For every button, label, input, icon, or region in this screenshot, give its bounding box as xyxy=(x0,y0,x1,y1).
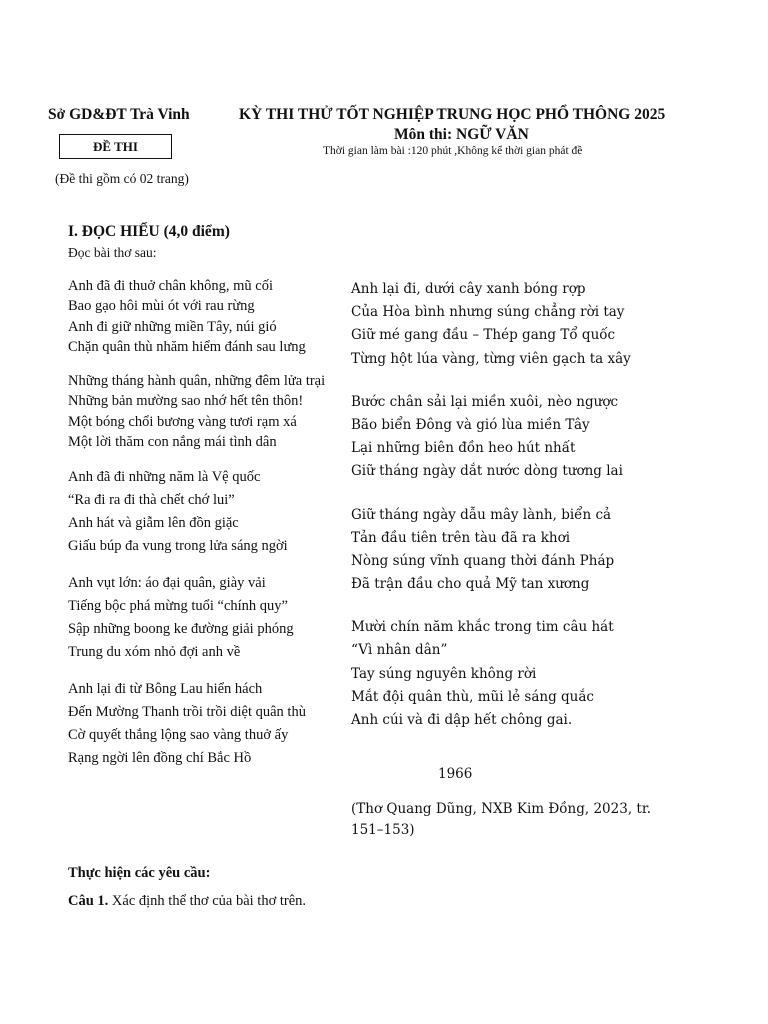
poem-line: Giữ mé gang đầu – Thép gang Tổ quốc xyxy=(351,327,616,344)
poem-line: Mắt đội quân thù, mũi lẻ sáng quắc xyxy=(351,688,594,705)
poem-line: Bao gạo hôi mùi ót với rau rừng xyxy=(68,298,255,315)
pages-note: (Đề thi gồm có 02 trang) xyxy=(55,171,189,186)
poem-stanza xyxy=(68,276,348,357)
exam-timing: Thời gian làm bài :120 phút ,Không kể thời gian phát đề xyxy=(323,145,583,157)
poem-line: Mười chín năm khắc trong tim câu hát xyxy=(351,619,614,636)
poem-line: Bước chân sải lại miền xuôi, nèo ngược xyxy=(351,393,619,410)
poem-line: Trung du xóm nhỏ đợi anh về xyxy=(68,644,241,661)
poem-line: Đã trận đầu cho quả Mỹ tan xương xyxy=(351,576,590,593)
poem-line: Tiếng bộc phá mừng tuổi “chính quy” xyxy=(68,598,288,615)
poem-line: Sập những boong ke đường giải phóng xyxy=(68,621,294,638)
poem-line: Những bản mường sao nhớ hết tên thôn! xyxy=(68,393,304,410)
poem-line: Anh đã đi thuở chân không, mũ cối xyxy=(68,278,273,294)
poem-line: Giấu búp đa vung trong lửa sáng ngời xyxy=(68,538,288,555)
poem-stanza xyxy=(68,466,348,558)
question-1-text: Xác định thể thơ của bài thơ trên. xyxy=(108,893,307,909)
poem-line: Tay súng nguyên không rời xyxy=(351,665,537,682)
section-instruction: Đọc bài thơ sau: xyxy=(68,245,157,260)
poem-stanza xyxy=(351,391,671,484)
poem-year: 1966 xyxy=(438,766,473,782)
poem-line: Anh đã đi những năm là Vệ quốc xyxy=(68,469,261,486)
poem-line: Một lời thăm con nắng mái tình dân xyxy=(68,434,277,451)
poem-line: Tản đầu tiên trên tàu đã ra khơi xyxy=(351,529,571,546)
poem-left-column xyxy=(68,276,348,784)
poem-stanza xyxy=(68,572,348,664)
poem-line: Anh cúi và đi dập hết chông gai. xyxy=(351,712,573,728)
poem-stanza xyxy=(68,371,348,452)
poem-stanza xyxy=(351,616,671,732)
poem-line: Một bóng chổi bương vàng tươi rạm xá xyxy=(68,413,297,430)
poem-line: Anh lại đi từ Bông Lau hiển hách xyxy=(68,681,263,698)
poem-line: Giữ tháng ngày dắt nước dòng tương lai xyxy=(351,463,623,480)
de-thi-box xyxy=(59,134,172,159)
poem-line: Những tháng hành quân, những đêm lửa trại xyxy=(68,373,326,390)
poem-right-column xyxy=(351,278,671,752)
poem-stanza xyxy=(351,504,671,597)
poem-line: Chặn quân thù nhăm hiểm đánh sau lưng xyxy=(68,338,306,355)
de-thi-label: ĐỀ THI xyxy=(93,138,138,154)
poem-line: “Ra đi ra đi thà chết chớ lui” xyxy=(68,492,235,509)
poem-line: Bão biển Đông và gió lùa miền Tây xyxy=(351,416,590,433)
question-1-label: Câu 1. xyxy=(68,893,109,909)
poem-stanza xyxy=(68,678,348,770)
poem-line: Anh vụt lớn: áo đại quân, giày vải xyxy=(68,575,266,592)
poem-line: Lại những biên đồn heo hút nhất xyxy=(351,440,576,457)
poem-source: (Thơ Quang Dũng, NXB Kim Đồng, 2023, tr. 151–153) xyxy=(351,801,652,838)
question-1 xyxy=(68,893,306,910)
poem-line: “Vì nhân dân” xyxy=(351,642,448,659)
poem-line: Rạng ngời lên đồng chí Bắc Hồ xyxy=(68,750,252,767)
exam-subject: Môn thi: NGỮ VĂN xyxy=(394,126,529,143)
poem-line: Cờ quyết thắng lộng sao vàng thuở ấy xyxy=(68,727,289,744)
exam-title: KỲ THI THỬ TỐT NGHIỆP TRUNG HỌC PHỔ THÔNG 2025 xyxy=(239,106,666,123)
department-name: Sở GD&ĐT Trà Vinh xyxy=(48,106,190,123)
poem-line: Anh đi giữ những miền Tây, núi gió xyxy=(68,318,277,335)
poem-line: Giữ tháng ngày dẫu mây lành, biển cả xyxy=(351,506,612,523)
poem-line: Từng hột lúa vàng, từng viên gạch ta xây xyxy=(351,350,631,367)
poem-line: Anh hát và giẫm lên đồn giặc xyxy=(68,515,239,532)
poem-line: Anh lại đi, dưới cây xanh bóng rợp xyxy=(351,281,586,297)
poem-line: Đến Mường Thanh trồi trồi diệt quân thù xyxy=(68,704,306,721)
poem-line: Nòng súng vĩnh quang thời đánh Pháp xyxy=(351,552,615,569)
poem-line: Của Hòa bình nhưng súng chẳng rời tay xyxy=(351,304,625,321)
section-title: I. ĐỌC HIỂU (4,0 điểm) xyxy=(68,223,230,240)
requirements-title: Thực hiện các yêu cầu: xyxy=(68,865,211,881)
poem-stanza xyxy=(351,278,671,371)
